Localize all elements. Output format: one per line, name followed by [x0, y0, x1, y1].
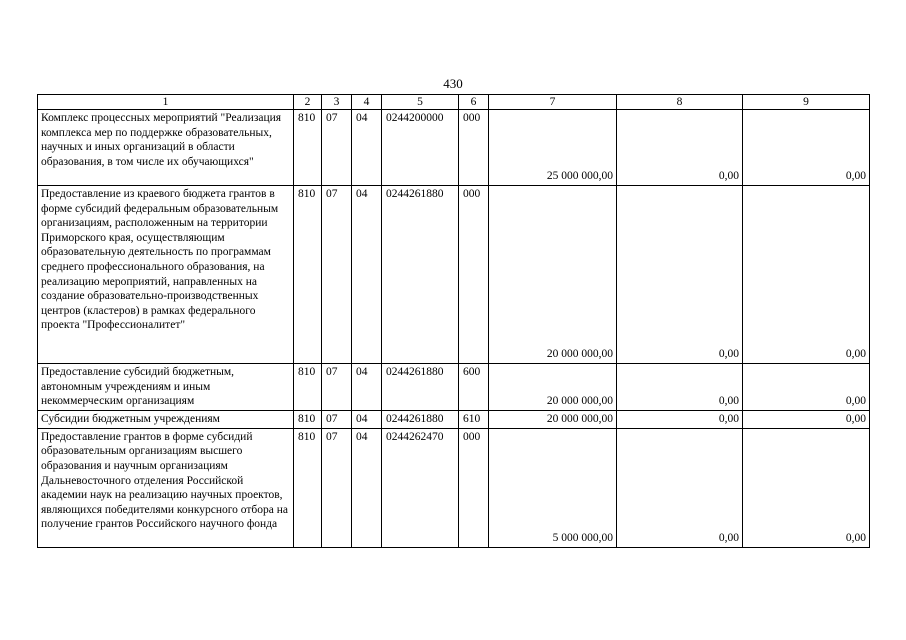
amount-cell: 20 000 000,00: [489, 186, 617, 364]
amount-cell: 0,00: [617, 428, 743, 547]
amount-cell: 20 000 000,00: [489, 364, 617, 411]
name-cell: Субсидии бюджетным учреждениям: [38, 410, 294, 428]
header-cell: 8: [617, 95, 743, 110]
table-row: [38, 428, 870, 547]
header-cell: 2: [294, 95, 322, 110]
budget-table: [37, 94, 870, 548]
code-cell: 810: [294, 428, 322, 547]
amount-cell: 0,00: [743, 110, 870, 186]
amount-cell: 20 000 000,00: [489, 410, 617, 428]
header-cell: 4: [352, 95, 382, 110]
amount-cell: 0,00: [617, 186, 743, 364]
code-cell: 000: [459, 110, 489, 186]
code-cell: 810: [294, 364, 322, 411]
amount-cell: 0,00: [743, 186, 870, 364]
code-cell: 610: [459, 410, 489, 428]
code-cell: 04: [352, 428, 382, 547]
code-cell: 0244261880: [382, 364, 459, 411]
code-cell: 04: [352, 364, 382, 411]
table-row: [38, 410, 870, 428]
code-cell: 0244200000: [382, 110, 459, 186]
header-cell: 3: [322, 95, 352, 110]
amount-cell: 0,00: [617, 110, 743, 186]
code-cell: 000: [459, 186, 489, 364]
header-cell: 9: [743, 95, 870, 110]
table-row: [38, 364, 870, 411]
code-cell: 810: [294, 410, 322, 428]
header-cell: 5: [382, 95, 459, 110]
name-cell: Предоставление из краевого бюджета грантов в форме субсидий федеральным образовательным организациям, расположенным на территории Приморского края, осуществляющим образовательную деятельность по программам среднего профессионального образования, на реализацию мероприятий, направленных на создание образовательно-производственных центров (кластеров) в рамках федерального проекта "Профессионалитет": [38, 186, 294, 364]
code-cell: 04: [352, 110, 382, 186]
name-cell: Предоставление субсидий бюджетным, автономным учреждениям и иным некоммерческим организациям: [38, 364, 294, 411]
code-cell: 000: [459, 428, 489, 547]
code-cell: 07: [322, 186, 352, 364]
code-cell: 810: [294, 110, 322, 186]
code-cell: 0244261880: [382, 410, 459, 428]
name-cell: Предоставление грантов в форме субсидий образовательным организациям высшего образования и научным организациям Дальневосточного отделения Российской академии наук на реализацию научных проектов, являющихся победителями конкурсного отбора на получение грантов Российского научного фонда: [38, 428, 294, 547]
code-cell: 810: [294, 186, 322, 364]
amount-cell: 0,00: [743, 364, 870, 411]
code-cell: 07: [322, 364, 352, 411]
amount-cell: 0,00: [617, 410, 743, 428]
amount-cell: 5 000 000,00: [489, 428, 617, 547]
name-cell: Комплекс процессных мероприятий "Реализация комплекса мер по поддержке образовательных, научных и иных организаций в области образования, в том числе их обучающихся": [38, 110, 294, 186]
code-cell: 0244262470: [382, 428, 459, 547]
code-cell: 04: [352, 410, 382, 428]
code-cell: 0244261880: [382, 186, 459, 364]
header-cell: 1: [38, 95, 294, 110]
code-cell: 07: [322, 428, 352, 547]
table-row: [38, 110, 870, 186]
header-row: [38, 95, 870, 110]
amount-cell: 0,00: [743, 428, 870, 547]
table-row: [38, 186, 870, 364]
page-number: 430: [443, 76, 463, 91]
header-cell: 7: [489, 95, 617, 110]
code-cell: 600: [459, 364, 489, 411]
amount-cell: 0,00: [743, 410, 870, 428]
amount-cell: 0,00: [617, 364, 743, 411]
code-cell: 07: [322, 110, 352, 186]
code-cell: 07: [322, 410, 352, 428]
code-cell: 04: [352, 186, 382, 364]
header-cell: 6: [459, 95, 489, 110]
amount-cell: 25 000 000,00: [489, 110, 617, 186]
